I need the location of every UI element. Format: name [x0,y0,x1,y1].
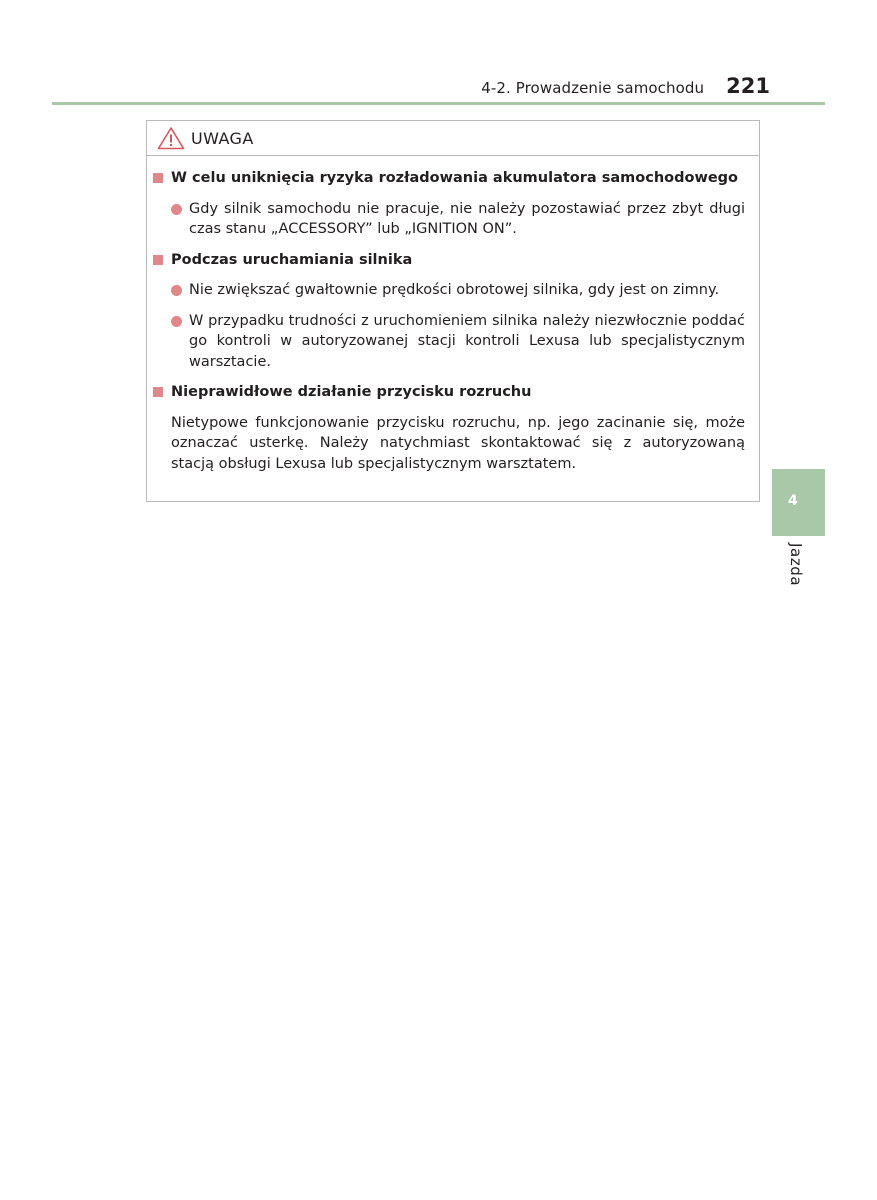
section-heading-text: W celu uniknięcia ryzyka rozładowania akumulatora samochodowego [171,170,739,186]
page-header [481,74,770,98]
section-heading-text: Podczas uruchamiania silnika [171,251,413,268]
list-item-text: Nie zwiększać gwałtownie prędkości obrotowej silnika, gdy jest on zimny. [189,282,720,298]
section-heading [153,168,745,189]
warning-section-battery [153,168,745,240]
dot-bullet-icon [171,285,182,296]
list-item [171,280,745,301]
warning-section-engine-start [153,250,745,373]
warning-title: UWAGA [191,128,254,148]
warning-body [147,156,759,474]
warning-header [147,121,759,156]
warning-box [146,120,760,502]
square-bullet-icon [153,173,163,183]
list-item [171,199,745,240]
header-divider [52,102,825,105]
dot-bullet-icon [171,316,182,327]
section-heading-text: Nieprawidłowe działanie przycisku rozruchu [171,384,532,400]
warning-section-start-button [153,382,745,474]
section-heading [153,382,745,403]
page-number: 221 [726,74,770,98]
warning-triangle-icon [157,126,185,150]
chapter-title: 4-2. Prowadzenie samochodu [481,79,705,97]
square-bullet-icon [153,255,163,265]
chapter-tab [772,469,825,536]
dot-bullet-icon [171,204,182,215]
section-heading [153,250,745,271]
chapter-tab-number: 4 [788,493,798,509]
list-item-text: W przypadku trudności z uruchomieniem silnika należy niezwłocznie poddać go kontroli w autoryzowanej stacji kontroli Lexusa lub specjalistycznym warsztacie. [189,312,745,370]
square-bullet-icon [153,387,163,397]
chapter-tab-label: Jazda [787,543,805,587]
list-item-text: Gdy silnik samochodu nie pracuje, nie należy pozostawiać przez zbyt długi czas stanu „ACCESSORY” lub „IGNITION ON”. [189,200,745,237]
section-paragraph: Nietypowe funkcjonowanie przycisku rozruchu, np. jego zacinanie się, może oznaczać usterkę. Należy natychmiast skontaktować się z autoryzowaną stacją obsługi Lexusa lub specjalistycznym warsztatem. [171,414,745,472]
list-item [171,311,745,373]
